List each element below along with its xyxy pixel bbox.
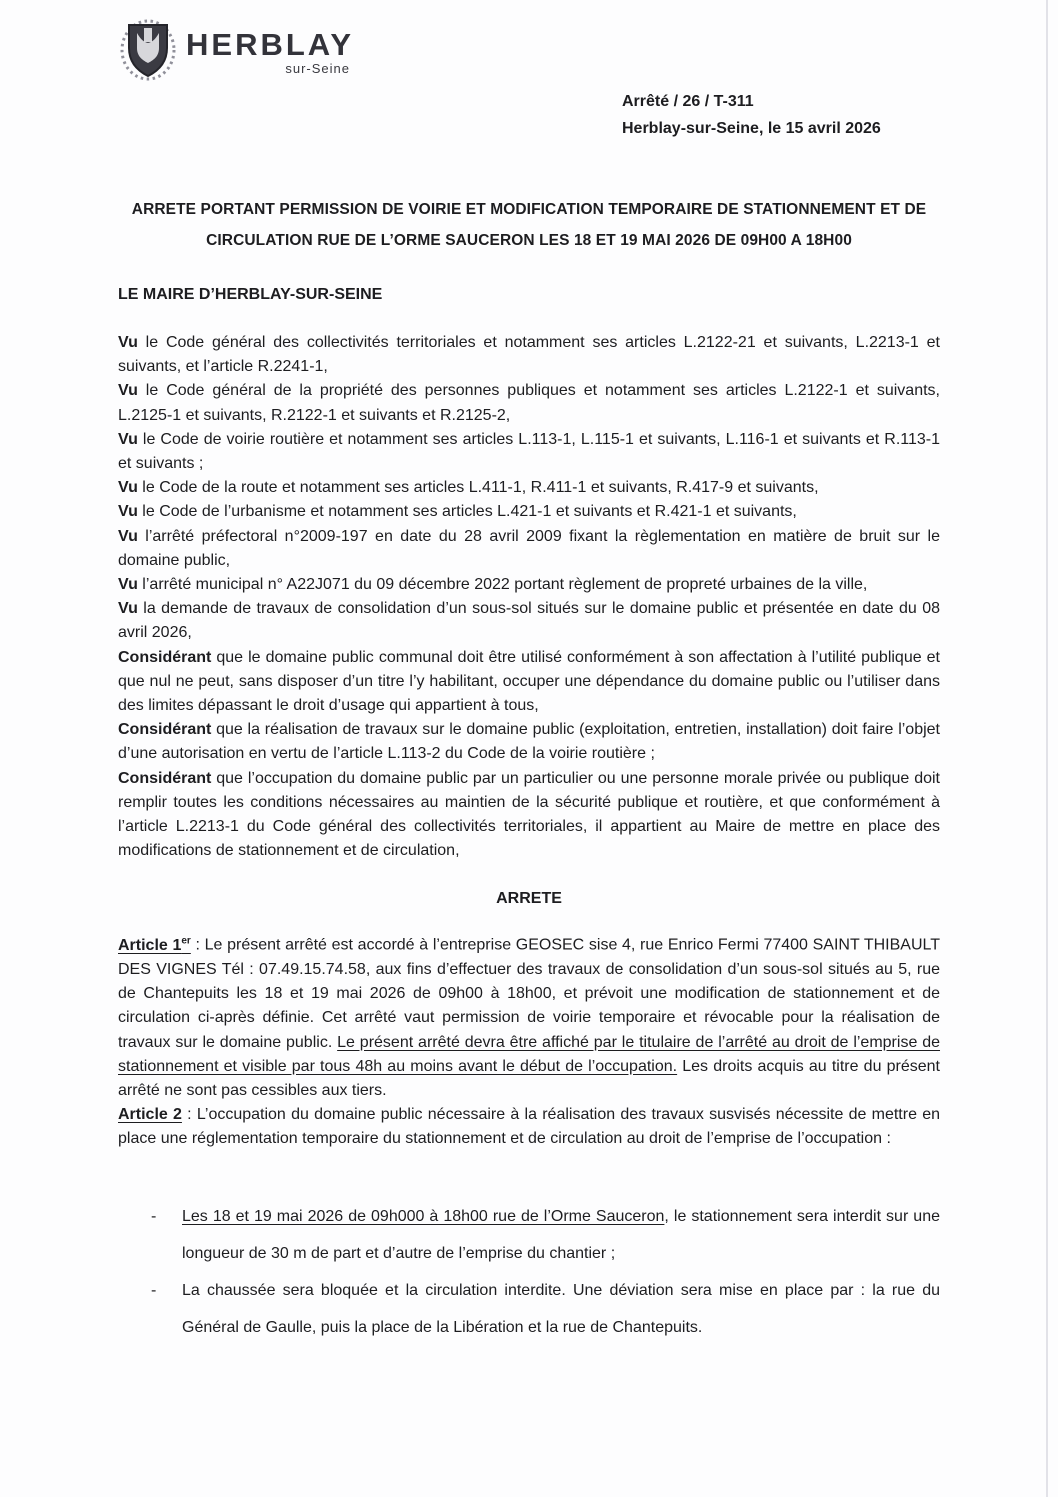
article-1-paragraph — [118, 929, 940, 1103]
arrete-heading: ARRETE — [496, 890, 562, 908]
document-title: ARRETE PORTANT PERMISSION DE VOIRIE ET MODIFICATION TEMPORAIRE DE STATIONNEMENT ET DE CIRCULATION RUE DE L’ORME SAUCERON LES 18 ET 19 MAI 2026 DE 09H00 A 18H00 — [131, 201, 927, 249]
recital-paragraph — [118, 476, 940, 500]
decree-dateline: Herblay-sur-Seine, le 15 avril 2026 — [622, 120, 881, 137]
recital-text: que l’occupation du domaine public par un particulier ou une personne morale privée ou publique doit remplir toutes les conditions nécessaires au maintien de la sécurité publique et routière, et que conformément à l’article L.2213-1 du Code général des collectivités territoriales, il appartient au Maire de mettre en place des modifications de stationnement et de circulation, — [118, 769, 940, 860]
recital-text: le Code général des collectivités territoriales et notamment ses articles L.2122-21 et suivants, L.2213-1 et suivants, et l’article R.2241-1, — [118, 334, 940, 376]
article-1-label-sup: er — [181, 935, 191, 947]
decree-reference: Arrêté / 26 / T-311 — [622, 93, 754, 110]
bullet-text: , le stationnement sera interdit sur une longueur de 30 m de part et d’autre de l’emprise du chantier ; — [182, 1207, 940, 1262]
recital-paragraph — [118, 500, 940, 524]
article-2-text: : L’occupation du domaine public nécessaire à la réalisation des travaux susvisés nécessite de mettre en place une réglementation temporaire du stationnement et de circulation au droit de l’emprise de l’occupation : — [118, 1106, 940, 1148]
logo-subtitle: sur-Seine — [285, 61, 350, 76]
recital-text: l’arrêté préfectoral n°2009-197 en date du 28 avril 2009 fixant la règlementation en matière de bruit sur le domaine public, — [118, 527, 940, 569]
recital-lead: Vu — [118, 527, 138, 545]
recital-lead: Considérant — [118, 769, 212, 787]
mayor-heading: LE MAIRE D’HERBLAY-SUR-SEINE — [118, 286, 383, 303]
recital-text: l’arrêté municipal n° A22J071 du 09 décembre 2022 portant règlement de propreté urbaines de la ville, — [137, 576, 868, 594]
article-1-label-text: Article 1 — [118, 936, 182, 954]
document-header — [118, 18, 940, 142]
article-1-text-end: Les droits acquis au titre du présent arrêté ne sont pas cessibles aux tiers. — [118, 1057, 941, 1100]
bullet-underlined-text: Les 18 et 19 mai 2026 de 09h000 à 18h00 rue de l’Orme Sauceron — [182, 1207, 665, 1225]
recital-paragraph — [118, 331, 940, 379]
article-2-label: Article 2 — [118, 1106, 182, 1124]
recital-lead: Considérant — [118, 721, 212, 739]
recital-lead: Vu — [118, 430, 138, 448]
recital-paragraph — [118, 767, 940, 864]
recital-paragraph — [118, 379, 940, 427]
list-item — [118, 1198, 940, 1272]
herblay-coat-of-arms-icon — [118, 18, 178, 84]
bullet-marker: - — [151, 1281, 157, 1299]
bullet-text: La chaussée sera bloquée et la circulation interdite. Une déviation sera mise en place par : la rue du Général de Gaulle, puis la place de la Libération et la rue de Chantepuits. — [182, 1281, 940, 1336]
recital-paragraph — [118, 646, 940, 719]
recital-lead: Vu — [118, 576, 138, 594]
bullet-marker: - — [151, 1207, 157, 1225]
recital-text: le Code de l’urbanisme et notamment ses articles L.421-1 et suivants et R.421-1 et suivants, — [137, 503, 797, 521]
herblay-logo — [118, 18, 940, 84]
article-1-label — [118, 937, 191, 954]
reference-block — [622, 88, 940, 142]
recital-text: que le domaine public communal doit être utilisé conformément à son affectation à l’utilité publique et que nul ne peut, sans disposer d’un titre l’y habilitant, occuper une dépendance du domaine public ou l’utiliser dans des limites dépassant le droit d’usage qui appartient à tous, — [118, 648, 940, 715]
recital-paragraph — [118, 718, 940, 766]
logo-text — [186, 18, 354, 76]
measures-list — [118, 1198, 940, 1346]
recital-text: que la réalisation de travaux sur le domaine public (exploitation, entretien, installation) doit faire l’objet d’une autorisation en vertu de l’article L.113-2 du Code de la voirie routière ; — [118, 721, 940, 763]
recital-lead: Vu — [118, 503, 138, 521]
recital-text: le Code de voirie routière et notamment ses articles L.113-1, L.115-1 et suivants, L.116-1 et suivants et R.113-1 et suivants ; — [118, 430, 940, 473]
recital-lead: Considérant — [118, 648, 212, 666]
recitals-section — [118, 331, 940, 863]
scan-edge-artifact — [1046, 0, 1048, 1497]
recital-paragraph — [118, 597, 940, 645]
article-1-underlined-text: Le présent arrêté devra être affiché par le titulaire de l’arrêté au droit de l’emprise de stationnement et visible par tous 48h au moins avant le début de l’occupation. — [118, 1033, 941, 1075]
recital-lead: Vu — [118, 479, 138, 497]
recital-paragraph — [118, 573, 940, 597]
recital-text: le Code général de la propriété des personnes publiques et notamment ses articles L.2122-1 et suivants, L.2125-1 et suivants, R.2122-1 et suivants et R.2125-2, — [118, 382, 940, 424]
list-item — [118, 1272, 940, 1346]
recital-text: la demande de travaux de consolidation d’un sous-sol situés sur le domaine public et présentée en date du 08 avril 2026, — [118, 600, 940, 642]
logo-city-name: HERBLAY — [186, 27, 354, 62]
article-1-text: : Le présent arrêté est accordé à l’entreprise GEOSEC sise 4, rue Enrico Fermi 77400 SAINT THIBAULT DES VIGNES Tél : 07.49.15.74.58, aux fins d’effectuer des travaux de consolidation d’un sous-sol situés au 5, rue de Chantepuits les 18 et 19 mai 2026 de 09h00 à 18h00, et prévoit une modification de stationnement et de circulation ci-après définie. Cet arrêté vaut permission de voirie temporaire et révocable pour la réalisation de travaux sur le domaine public. — [118, 936, 941, 1051]
recital-paragraph — [118, 428, 940, 476]
article-2-paragraph — [118, 1103, 940, 1151]
recital-lead: Vu — [118, 382, 138, 400]
recital-lead: Vu — [118, 600, 138, 618]
recital-paragraph — [118, 525, 940, 573]
recital-lead: Vu — [118, 334, 138, 351]
recital-text: le Code de la route et notamment ses articles L.411-1, R.411-1 et suivants, R.417-9 et suivants, — [137, 479, 819, 497]
